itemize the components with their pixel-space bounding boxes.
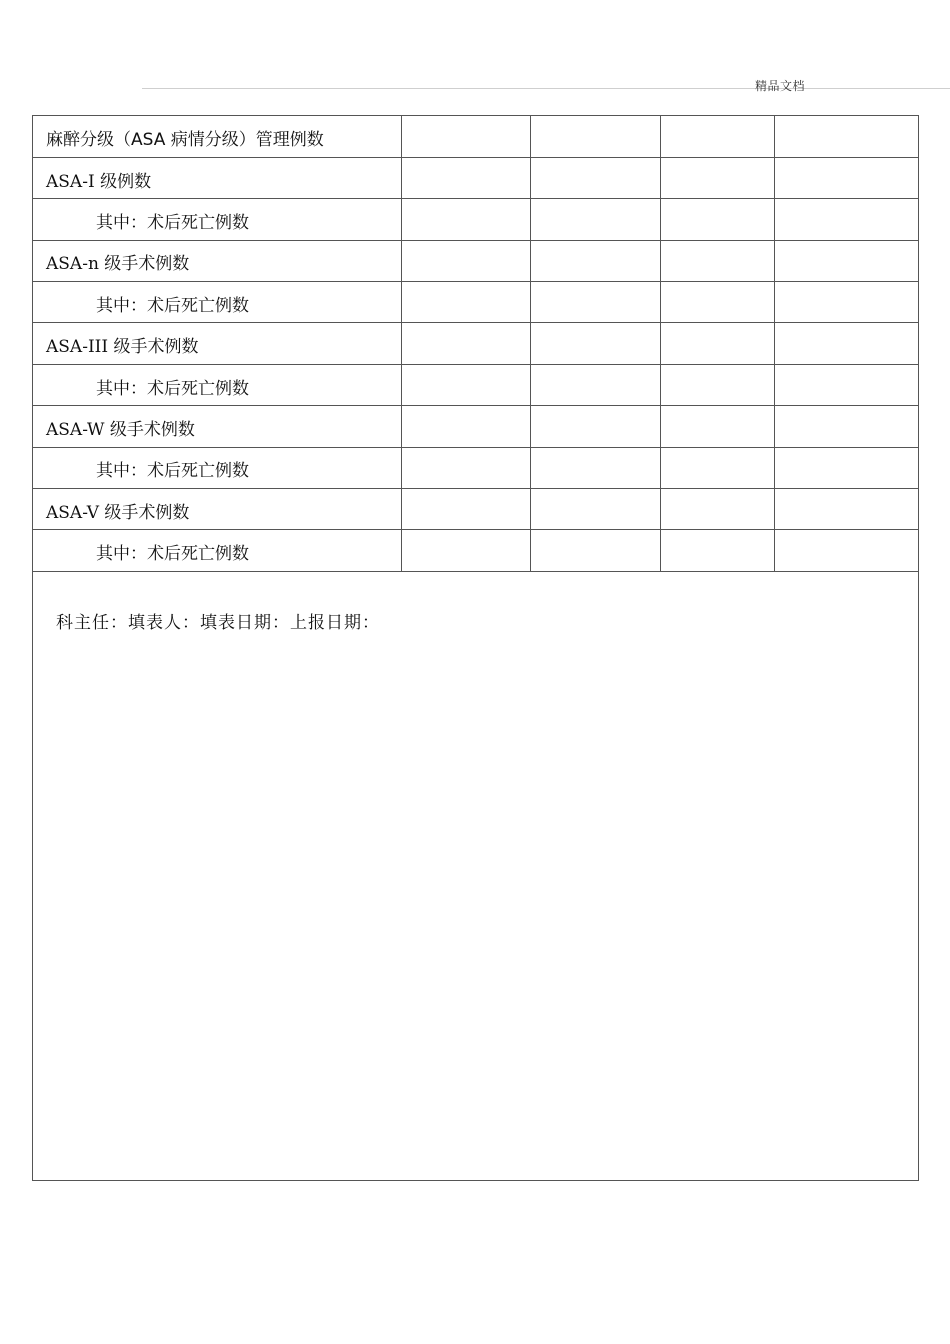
table-row: [33, 489, 918, 530]
data-entry-cell[interactable]: [530, 199, 660, 240]
row-label: 其中：术后死亡例数: [96, 461, 249, 482]
table-row: [33, 530, 918, 571]
row-label: 其中：术后死亡例数: [96, 378, 249, 399]
row-label-cell: [33, 323, 401, 364]
row-label-cell: [33, 447, 401, 488]
row-label: ASA-III 级手术例数: [46, 337, 199, 358]
row-label-cell: [33, 116, 401, 157]
table-row: [33, 116, 918, 157]
row-label: 其中：术后死亡例数: [96, 212, 249, 233]
table-row: [33, 282, 918, 323]
header-watermark-text: 精品文档: [755, 79, 806, 93]
data-entry-cell[interactable]: [401, 406, 530, 447]
row-label-cell: [33, 489, 401, 530]
data-entry-cell[interactable]: [660, 282, 774, 323]
row-label-cell: [33, 199, 401, 240]
row-label: ASA-V 级手术例数: [46, 502, 190, 523]
data-entry-cell[interactable]: [401, 447, 530, 488]
row-label: ASA-n 级手术例数: [46, 254, 190, 275]
data-entry-cell[interactable]: [530, 282, 660, 323]
data-entry-cell[interactable]: [774, 323, 918, 364]
data-entry-cell[interactable]: [401, 489, 530, 530]
data-entry-cell[interactable]: [530, 116, 660, 157]
data-entry-cell[interactable]: [774, 364, 918, 405]
row-label-cell: [33, 530, 401, 571]
data-entry-cell[interactable]: [774, 530, 918, 571]
data-entry-cell[interactable]: [660, 447, 774, 488]
data-entry-cell[interactable]: [530, 530, 660, 571]
data-entry-cell[interactable]: [774, 199, 918, 240]
table-row: [33, 157, 918, 198]
data-entry-cell[interactable]: [660, 157, 774, 198]
data-entry-cell[interactable]: [774, 489, 918, 530]
data-entry-cell[interactable]: [774, 157, 918, 198]
table-row: [33, 199, 918, 240]
data-entry-cell[interactable]: [774, 282, 918, 323]
row-label-cell: [33, 282, 401, 323]
header-rule: [142, 88, 950, 89]
row-label: 其中：术后死亡例数: [96, 544, 249, 565]
data-entry-cell[interactable]: [401, 530, 530, 571]
table-row: [33, 323, 918, 364]
data-entry-cell[interactable]: [401, 282, 530, 323]
signature-line: 科主任：填表人：填表日期：上报日期：: [56, 613, 380, 633]
data-entry-cell[interactable]: [660, 240, 774, 281]
data-entry-cell[interactable]: [401, 240, 530, 281]
data-entry-cell[interactable]: [660, 530, 774, 571]
table-row: [33, 364, 918, 405]
data-entry-cell[interactable]: [530, 157, 660, 198]
data-entry-cell[interactable]: [530, 489, 660, 530]
data-entry-cell[interactable]: [530, 447, 660, 488]
data-entry-cell[interactable]: [774, 116, 918, 157]
row-label: 其中：术后死亡例数: [96, 295, 249, 316]
table-body: [33, 116, 918, 571]
table-row: [33, 406, 918, 447]
row-label-cell: [33, 364, 401, 405]
data-entry-cell[interactable]: [530, 323, 660, 364]
data-entry-cell[interactable]: [401, 323, 530, 364]
data-entry-cell[interactable]: [401, 157, 530, 198]
row-label-cell: [33, 157, 401, 198]
data-entry-cell[interactable]: [401, 364, 530, 405]
data-entry-cell[interactable]: [660, 199, 774, 240]
data-entry-cell[interactable]: [660, 364, 774, 405]
data-entry-cell[interactable]: [660, 323, 774, 364]
data-entry-cell[interactable]: [774, 240, 918, 281]
anesthesia-grading-table: [33, 116, 918, 572]
data-entry-cell[interactable]: [530, 364, 660, 405]
row-label: 麻醉分级（ASA 病情分级）管理例数: [46, 129, 324, 150]
row-label: ASA-I 级例数: [46, 171, 152, 192]
data-entry-cell[interactable]: [660, 116, 774, 157]
data-entry-cell[interactable]: [660, 489, 774, 530]
data-entry-cell[interactable]: [774, 447, 918, 488]
data-entry-cell[interactable]: [660, 406, 774, 447]
row-label: ASA-W 级手术例数: [46, 419, 195, 440]
data-entry-cell[interactable]: [530, 240, 660, 281]
table-row: [33, 240, 918, 281]
data-entry-cell[interactable]: [401, 199, 530, 240]
row-label-cell: [33, 240, 401, 281]
data-entry-cell[interactable]: [774, 406, 918, 447]
data-entry-cell[interactable]: [530, 406, 660, 447]
table-row: [33, 447, 918, 488]
data-entry-cell[interactable]: [401, 116, 530, 157]
row-label-cell: [33, 406, 401, 447]
report-form: [32, 115, 919, 1181]
